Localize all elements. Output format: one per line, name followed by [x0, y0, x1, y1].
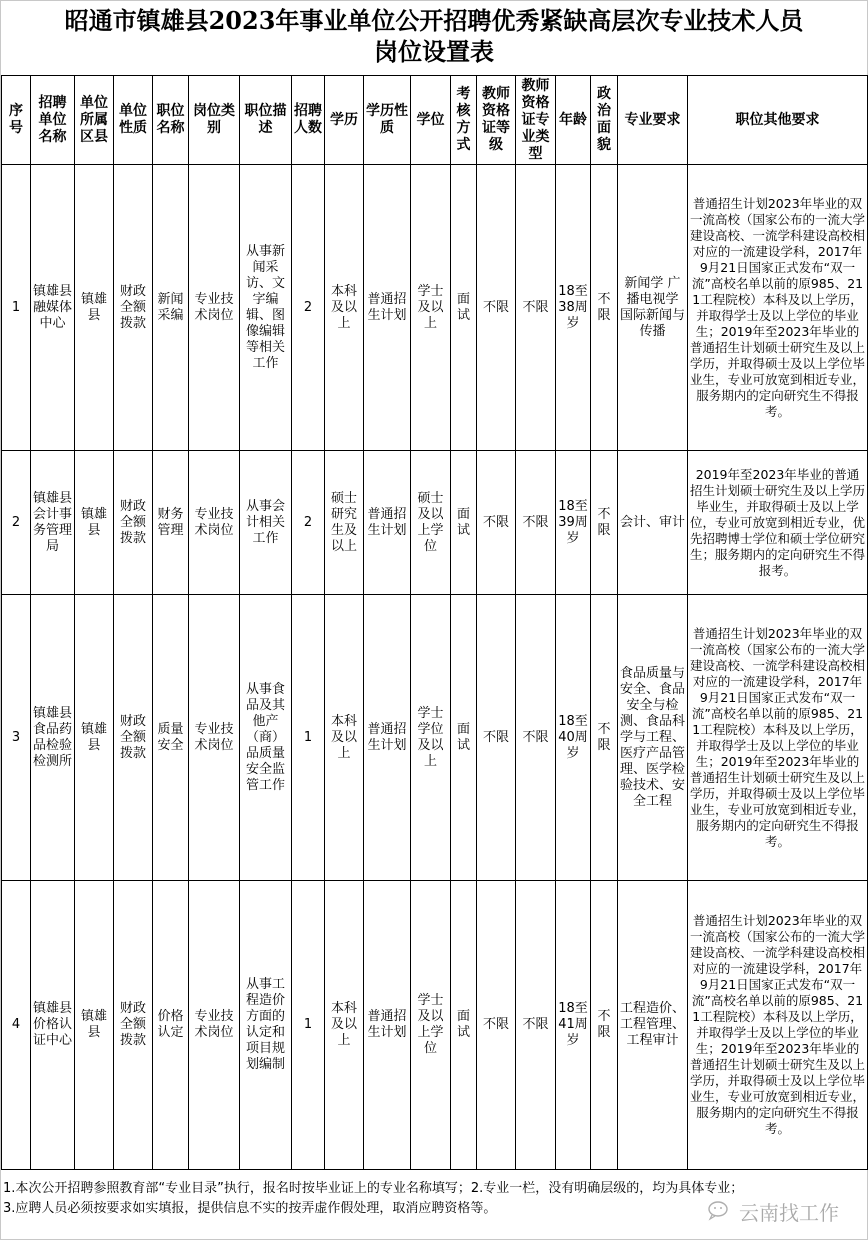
cell-count: 1 — [292, 595, 325, 881]
cell-county: 镇雄县 — [75, 451, 114, 595]
col-header-position: 职位名称 — [153, 76, 189, 165]
cell-description: 从事工程造价方面的认定和项目规划编制 — [240, 881, 292, 1170]
cell-edu-type: 普通招生计划 — [364, 451, 411, 595]
cell-teacher-type: 不限 — [516, 451, 556, 595]
col-header-degree: 学位 — [411, 76, 451, 165]
cell-nature: 财政全额拨款 — [114, 881, 153, 1170]
cell-description: 从事新闻采访、文字编辑、图像编辑等相关工作 — [240, 165, 292, 451]
cell-age: 18至41周岁 — [556, 881, 591, 1170]
cell-county: 镇雄县 — [75, 165, 114, 451]
cell-category: 专业技术岗位 — [189, 595, 240, 881]
col-header-category: 岗位类别 — [189, 76, 240, 165]
cell-age: 18至39周岁 — [556, 451, 591, 595]
title-line-2: 岗位设置表 — [374, 37, 494, 66]
cell-education: 硕士研究生及以上 — [325, 451, 364, 595]
col-header-political: 政治面貌 — [591, 76, 618, 165]
col-header-unit: 招聘单位名称 — [31, 76, 75, 165]
col-header-exam: 考核方式 — [451, 76, 477, 165]
watermark — [707, 1193, 867, 1229]
cell-exam: 面试 — [451, 165, 477, 451]
cell-teacher-level: 不限 — [477, 165, 516, 451]
cell-unit: 镇雄县食品药品检验检测所 — [31, 595, 75, 881]
cell-edu-type: 普通招生计划 — [364, 881, 411, 1170]
cell-political: 不限 — [591, 881, 618, 1170]
cell-teacher-type: 不限 — [516, 165, 556, 451]
col-header-education: 学历 — [325, 76, 364, 165]
col-header-nature: 单位性质 — [114, 76, 153, 165]
table-row — [2, 881, 868, 1170]
cell-other: 普通招生计划2023年毕业的双一流高校（国家公布的一流大学建设高校、一流学科建设高校相对应的一流建设学科，2017年9月21日国家正式发布“双一流”高校名单以前的原985、211工程院校）本科及以上学历，并取得学士及以上学位的毕业生；2019年至2023年毕业的普通招生计划硕士研究生及以上学历，并取得硕士及以上学位毕业生，专业可放宽到相近专业，服务期内的定向研究生不得报考。 — [688, 881, 868, 1170]
cell-position: 财务管理 — [153, 451, 189, 595]
cell-edu-type: 普通招生计划 — [364, 165, 411, 451]
footer-note-1: 1.本次公开招聘参照教育部“专业目录”执行，报名时按毕业证上的专业名称填写；2.专业一栏，没有明确层级的，均为具体专业； — [3, 1181, 744, 1196]
wechat-icon — [707, 1200, 733, 1222]
cell-major: 食品质量与安全、食品安全与检测、食品科学与工程、医疗产品管理、医学检验技术、安全工程 — [618, 595, 688, 881]
title-line-1: 昭通市镇雄县2023年事业单位公开招聘优秀紧缺高层次专业技术人员 — [64, 6, 804, 35]
cell-teacher-level: 不限 — [477, 881, 516, 1170]
col-header-count: 招聘人数 — [292, 76, 325, 165]
table-row — [2, 165, 868, 451]
cell-degree: 学士学位及以上 — [411, 595, 451, 881]
cell-no: 2 — [2, 451, 31, 595]
cell-major: 新闻学 广播电视学 国际新闻与传播 — [618, 165, 688, 451]
cell-teacher-type: 不限 — [516, 595, 556, 881]
cell-degree: 学士及以上学位 — [411, 881, 451, 1170]
cell-major: 工程造价、工程管理、工程审计 — [618, 881, 688, 1170]
cell-nature: 财政全额拨款 — [114, 595, 153, 881]
table-row — [2, 451, 868, 595]
col-header-major: 专业要求 — [618, 76, 688, 165]
cell-teacher-level: 不限 — [477, 451, 516, 595]
cell-nature: 财政全额拨款 — [114, 165, 153, 451]
cell-exam: 面试 — [451, 881, 477, 1170]
cell-unit: 镇雄县价格认证中心 — [31, 881, 75, 1170]
cell-no: 3 — [2, 595, 31, 881]
cell-major: 会计、审计 — [618, 451, 688, 595]
cell-county: 镇雄县 — [75, 881, 114, 1170]
cell-political: 不限 — [591, 595, 618, 881]
cell-edu-type: 普通招生计划 — [364, 595, 411, 881]
cell-position: 新闻采编 — [153, 165, 189, 451]
cell-age: 18至38周岁 — [556, 165, 591, 451]
cell-position: 质量安全 — [153, 595, 189, 881]
cell-count: 2 — [292, 451, 325, 595]
cell-county: 镇雄县 — [75, 595, 114, 881]
cell-education: 本科及以上 — [325, 881, 364, 1170]
page-title — [1, 5, 867, 67]
cell-education: 本科及以上 — [325, 595, 364, 881]
col-header-no: 序号 — [2, 76, 31, 165]
cell-age: 18至40周岁 — [556, 595, 591, 881]
cell-political: 不限 — [591, 165, 618, 451]
cell-exam: 面试 — [451, 595, 477, 881]
col-header-teacher-type: 教师资格证专业类型 — [516, 76, 556, 165]
cell-no: 4 — [2, 881, 31, 1170]
cell-description: 从事会计相关工作 — [240, 451, 292, 595]
col-header-description: 职位描述 — [240, 76, 292, 165]
cell-count: 1 — [292, 881, 325, 1170]
cell-teacher-type: 不限 — [516, 881, 556, 1170]
cell-political: 不限 — [591, 451, 618, 595]
cell-count: 2 — [292, 165, 325, 451]
cell-education: 本科及以上 — [325, 165, 364, 451]
cell-category: 专业技术岗位 — [189, 881, 240, 1170]
cell-category: 专业技术岗位 — [189, 451, 240, 595]
cell-exam: 面试 — [451, 451, 477, 595]
positions-table — [1, 75, 868, 1170]
col-header-county: 单位所属区县 — [75, 76, 114, 165]
col-header-edu-type: 学历性质 — [364, 76, 411, 165]
table-header-row — [2, 76, 868, 165]
cell-no: 1 — [2, 165, 31, 451]
cell-teacher-level: 不限 — [477, 595, 516, 881]
cell-description: 从事食品及其他产（商）品质量安全监管工作 — [240, 595, 292, 881]
col-header-age: 年龄 — [556, 76, 591, 165]
cell-nature: 财政全额拨款 — [114, 451, 153, 595]
cell-degree: 硕士及以上学位 — [411, 451, 451, 595]
cell-other: 普通招生计划2023年毕业的双一流高校（国家公布的一流大学建设高校、一流学科建设高校相对应的一流建设学科，2017年9月21日国家正式发布“双一流”高校名单以前的原985、211工程院校）本科及以上学历，并取得学士及以上学位的毕业生；2019年至2023年毕业的普通招生计划硕士研究生及以上学历，并取得硕士及以上学位毕业生，专业可放宽到相近专业，服务期内的定向研究生不得报考。 — [688, 165, 868, 451]
table-row — [2, 595, 868, 881]
col-header-other: 职位其他要求 — [688, 76, 868, 165]
cell-other: 2019年至2023年毕业的普通招生计划硕士研究生及以上学历毕业生，并取得硕士及以上学位，专业可放宽到相近专业，优先招聘博士学位和硕士学位研究生；服务期内的定向研究生不得报考。 — [688, 451, 868, 595]
cell-category: 专业技术岗位 — [189, 165, 240, 451]
watermark-text: 云南找工作 — [739, 1200, 839, 1225]
cell-position: 价格认定 — [153, 881, 189, 1170]
footer-note-2: 3.应聘人员必须按要求如实填报，提供信息不实的按弄虚作假处理，取消应聘资格等。 — [3, 1201, 497, 1216]
col-header-teacher-level: 教师资格证等级 — [477, 76, 516, 165]
cell-unit: 镇雄县会计事务管理局 — [31, 451, 75, 595]
cell-other: 普通招生计划2023年毕业的双一流高校（国家公布的一流大学建设高校、一流学科建设高校相对应的一流建设学科，2017年9月21日国家正式发布“双一流”高校名单以前的原985、211工程院校）本科及以上学历，并取得学士及以上学位的毕业生；2019年至2023年毕业的普通招生计划硕士研究生及以上学历，并取得硕士及以上学位毕业生，专业可放宽到相近专业，服务期内的定向研究生不得报考。 — [688, 595, 868, 881]
cell-unit: 镇雄县融媒体中心 — [31, 165, 75, 451]
cell-degree: 学士及以上 — [411, 165, 451, 451]
